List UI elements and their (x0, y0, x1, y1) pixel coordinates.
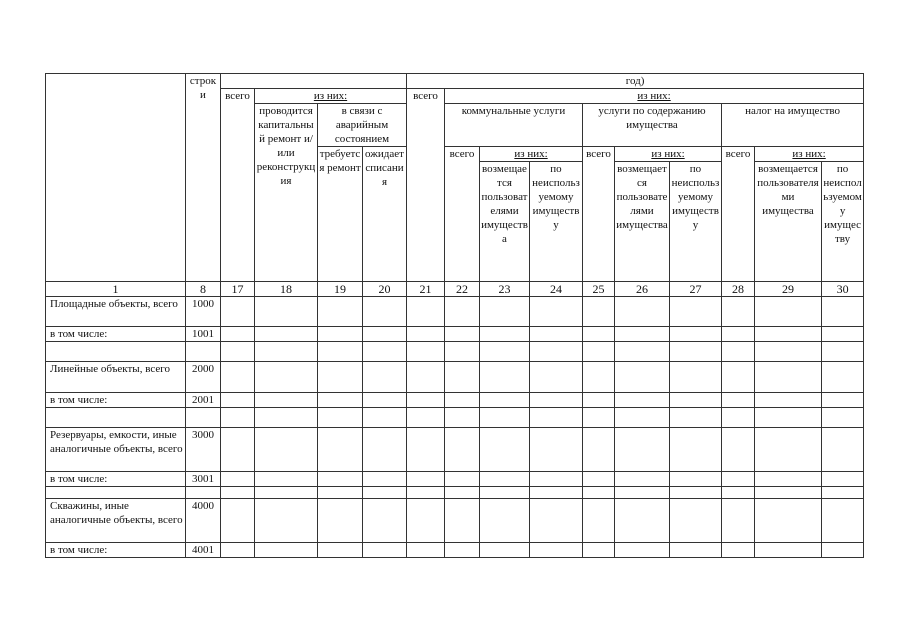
value-cell[interactable] (615, 342, 670, 362)
value-cell[interactable] (445, 408, 480, 428)
table-body (46, 297, 864, 558)
row-label: Площадные объекты, всего (46, 297, 186, 327)
value-cell[interactable] (755, 342, 822, 362)
value-cell[interactable] (407, 342, 445, 362)
value-cell[interactable] (407, 499, 445, 543)
value-cell[interactable] (363, 428, 407, 472)
value-cell[interactable] (670, 472, 722, 487)
maintenance-of-them-header: из них: (615, 147, 722, 162)
column-number: 29 (755, 282, 822, 297)
value-cell[interactable] (318, 342, 363, 362)
value-cell[interactable] (318, 472, 363, 487)
value-cell[interactable] (221, 362, 255, 393)
value-cell[interactable] (480, 543, 530, 558)
row-code: 2000 (186, 362, 221, 393)
value-cell[interactable] (363, 472, 407, 487)
value-cell[interactable] (255, 297, 318, 327)
column-number: 21 (407, 282, 445, 297)
table-row (46, 499, 864, 543)
value-cell[interactable] (722, 543, 755, 558)
row-label: в том числе: (46, 543, 186, 558)
value-cell[interactable] (221, 408, 255, 428)
row-code (186, 487, 221, 499)
value-cell[interactable] (722, 472, 755, 487)
value-cell[interactable] (407, 393, 445, 408)
table-row (46, 428, 864, 472)
value-cell[interactable] (318, 408, 363, 428)
value-cell[interactable] (363, 408, 407, 428)
value-cell[interactable] (670, 487, 722, 499)
value-cell[interactable] (583, 408, 615, 428)
value-cell[interactable] (363, 362, 407, 393)
value-cell[interactable] (221, 428, 255, 472)
value-cell[interactable] (318, 393, 363, 408)
value-cell[interactable] (722, 342, 755, 362)
value-cell[interactable] (822, 472, 864, 487)
value-cell[interactable] (445, 543, 480, 558)
utilities-total-header: всего (445, 147, 480, 282)
value-cell[interactable] (445, 342, 480, 362)
value-cell[interactable] (530, 393, 583, 408)
row-code (186, 342, 221, 362)
row-label: Скважины, иные аналогичные объекты, всего (46, 499, 186, 543)
value-cell[interactable] (583, 428, 615, 472)
value-cell[interactable] (255, 472, 318, 487)
column-number: 24 (530, 282, 583, 297)
value-cell[interactable] (318, 428, 363, 472)
tax-of-them-header: из них: (755, 147, 864, 162)
value-cell[interactable] (822, 342, 864, 362)
table-row (46, 543, 864, 558)
value-cell[interactable] (755, 428, 822, 472)
value-cell[interactable] (583, 543, 615, 558)
value-cell[interactable] (615, 362, 670, 393)
value-cell[interactable] (255, 499, 318, 543)
row-label (46, 487, 186, 499)
value-cell[interactable] (530, 297, 583, 327)
row-label: в том числе: (46, 327, 186, 342)
row-label (46, 408, 186, 428)
value-cell[interactable] (755, 487, 822, 499)
value-cell[interactable] (755, 393, 822, 408)
value-cell[interactable] (255, 428, 318, 472)
value-cell[interactable] (480, 297, 530, 327)
value-cell[interactable] (755, 327, 822, 342)
value-cell[interactable] (363, 297, 407, 327)
value-cell[interactable] (755, 472, 822, 487)
value-cell[interactable] (530, 543, 583, 558)
value-cell[interactable] (445, 393, 480, 408)
column-number: 23 (480, 282, 530, 297)
value-cell[interactable] (363, 499, 407, 543)
value-cell[interactable] (615, 327, 670, 342)
column-number: 26 (615, 282, 670, 297)
value-cell[interactable] (722, 362, 755, 393)
utilities-of-them-header: из них: (480, 147, 583, 162)
row-label: в том числе: (46, 393, 186, 408)
value-cell[interactable] (480, 327, 530, 342)
value-cell[interactable] (822, 297, 864, 327)
value-cell[interactable] (363, 487, 407, 499)
column-number: 17 (221, 282, 255, 297)
row-code (186, 408, 221, 428)
value-cell[interactable] (722, 393, 755, 408)
total-b-header: всего (407, 89, 445, 282)
column-number: 27 (670, 282, 722, 297)
capital-repair-header: проводится капитальный ремонт и/или реконструкция (255, 104, 318, 282)
value-cell[interactable] (480, 393, 530, 408)
label-header-cell (46, 74, 186, 282)
property-tax-header: налог на имущество (722, 104, 864, 147)
value-cell[interactable] (445, 487, 480, 499)
value-cell[interactable] (583, 362, 615, 393)
value-cell[interactable] (407, 408, 445, 428)
value-cell[interactable] (530, 362, 583, 393)
value-cell[interactable] (407, 327, 445, 342)
value-cell[interactable] (221, 327, 255, 342)
value-cell[interactable] (255, 543, 318, 558)
value-cell[interactable] (670, 428, 722, 472)
total-a-header: всего (221, 89, 255, 282)
value-cell[interactable] (255, 327, 318, 342)
value-cell[interactable] (480, 499, 530, 543)
value-cell[interactable] (221, 543, 255, 558)
value-cell[interactable] (318, 499, 363, 543)
of-them-b-header: из них: (445, 89, 864, 104)
value-cell[interactable] (255, 487, 318, 499)
value-cell[interactable] (480, 342, 530, 362)
value-cell[interactable] (255, 362, 318, 393)
value-cell[interactable] (480, 428, 530, 472)
value-cell[interactable] (583, 342, 615, 362)
value-cell[interactable] (615, 472, 670, 487)
value-cell[interactable] (318, 487, 363, 499)
column-number: 1 (46, 282, 186, 297)
value-cell[interactable] (363, 543, 407, 558)
value-cell[interactable] (755, 408, 822, 428)
value-cell[interactable] (722, 428, 755, 472)
column-number: 25 (583, 282, 615, 297)
utilities-unused-header: по неиспользуемому имуществу (530, 162, 583, 282)
value-cell[interactable] (615, 487, 670, 499)
value-cell[interactable] (822, 408, 864, 428)
row-code: 1000 (186, 297, 221, 327)
value-cell[interactable] (530, 408, 583, 428)
table-row (46, 297, 864, 327)
value-cell[interactable] (670, 408, 722, 428)
value-cell[interactable] (755, 297, 822, 327)
maintenance-header: услуги по содержанию имущества (583, 104, 722, 147)
utilities-header: коммунальные услуги (445, 104, 583, 147)
value-cell[interactable] (407, 487, 445, 499)
value-cell[interactable] (615, 408, 670, 428)
value-cell[interactable] (407, 543, 445, 558)
value-cell[interactable] (318, 327, 363, 342)
value-cell[interactable] (822, 428, 864, 472)
value-cell[interactable] (407, 428, 445, 472)
value-cell[interactable] (255, 408, 318, 428)
report-table (45, 73, 864, 558)
value-cell[interactable] (445, 327, 480, 342)
value-cell[interactable] (822, 499, 864, 543)
value-cell[interactable] (221, 342, 255, 362)
value-cell[interactable] (255, 342, 318, 362)
value-cell[interactable] (583, 393, 615, 408)
value-cell[interactable] (255, 393, 318, 408)
value-cell[interactable] (615, 499, 670, 543)
row-label: в том числе: (46, 472, 186, 487)
maintenance-unused-header: по неиспользуемому имуществу (670, 162, 722, 282)
value-cell[interactable] (530, 472, 583, 487)
tax-reimbursed-header: возмещается пользователями имущества (755, 162, 822, 282)
table-row (46, 362, 864, 393)
column-number: 30 (822, 282, 864, 297)
row-code: 4001 (186, 543, 221, 558)
value-cell[interactable] (722, 408, 755, 428)
utilities-reimbursed-header: возмещается пользователями имущества (480, 162, 530, 282)
row-label: Резервуары, емкости, иные аналогичные объекты, всего (46, 428, 186, 472)
table-row (46, 408, 864, 428)
column-number: 8 (186, 282, 221, 297)
row-code: 1001 (186, 327, 221, 342)
value-cell[interactable] (755, 499, 822, 543)
value-cell[interactable] (755, 362, 822, 393)
column-number: 22 (445, 282, 480, 297)
value-cell[interactable] (615, 297, 670, 327)
value-cell[interactable] (670, 297, 722, 327)
value-cell[interactable] (445, 428, 480, 472)
value-cell[interactable] (363, 393, 407, 408)
value-cell[interactable] (615, 428, 670, 472)
value-cell[interactable] (822, 543, 864, 558)
value-cell[interactable] (615, 393, 670, 408)
row-code-header: строки (186, 74, 221, 282)
value-cell[interactable] (722, 297, 755, 327)
awaits-decommission-header: ожидает списания (363, 147, 407, 282)
value-cell[interactable] (530, 342, 583, 362)
value-cell[interactable] (318, 362, 363, 393)
of-them-a-header: из них: (255, 89, 407, 104)
value-cell[interactable] (480, 472, 530, 487)
value-cell[interactable] (722, 487, 755, 499)
report-form-sheet (45, 73, 863, 558)
value-cell[interactable] (363, 327, 407, 342)
value-cell[interactable] (445, 472, 480, 487)
row-label (46, 342, 186, 362)
value-cell[interactable] (480, 408, 530, 428)
tax-unused-header: по неиспользуемому имуществу (822, 162, 864, 282)
value-cell[interactable] (722, 327, 755, 342)
value-cell[interactable] (530, 487, 583, 499)
column-numbers-row (46, 282, 864, 297)
value-cell[interactable] (221, 297, 255, 327)
value-cell[interactable] (583, 472, 615, 487)
value-cell[interactable] (318, 543, 363, 558)
value-cell[interactable] (221, 472, 255, 487)
value-cell[interactable] (822, 327, 864, 342)
value-cell[interactable] (670, 362, 722, 393)
value-cell[interactable] (407, 472, 445, 487)
table-row (46, 393, 864, 408)
column-number: 18 (255, 282, 318, 297)
value-cell[interactable] (407, 362, 445, 393)
value-cell[interactable] (670, 393, 722, 408)
value-cell[interactable] (583, 297, 615, 327)
value-cell[interactable] (445, 362, 480, 393)
value-cell[interactable] (722, 499, 755, 543)
maintenance-total-header: всего (583, 147, 615, 282)
row-label: Линейные объекты, всего (46, 362, 186, 393)
value-cell[interactable] (670, 327, 722, 342)
value-cell[interactable] (363, 342, 407, 362)
column-number: 19 (318, 282, 363, 297)
value-cell[interactable] (221, 393, 255, 408)
value-cell[interactable] (583, 499, 615, 543)
table-row (46, 472, 864, 487)
row-code: 4000 (186, 499, 221, 543)
row-code: 3000 (186, 428, 221, 472)
row-code: 2001 (186, 393, 221, 408)
row-code: 3001 (186, 472, 221, 487)
value-cell[interactable] (583, 487, 615, 499)
group-a-header (221, 74, 407, 89)
value-cell[interactable] (670, 499, 722, 543)
needs-repair-header: требуется ремонт (318, 147, 363, 282)
value-cell[interactable] (822, 487, 864, 499)
column-number: 20 (363, 282, 407, 297)
value-cell[interactable] (530, 499, 583, 543)
value-cell[interactable] (670, 342, 722, 362)
column-number: 28 (722, 282, 755, 297)
value-cell[interactable] (445, 499, 480, 543)
year-header: год) (407, 74, 864, 89)
value-cell[interactable] (530, 327, 583, 342)
maintenance-reimbursed-header: возмещается пользователями имущества (615, 162, 670, 282)
value-cell[interactable] (822, 362, 864, 393)
value-cell[interactable] (480, 362, 530, 393)
value-cell[interactable] (407, 297, 445, 327)
value-cell[interactable] (480, 487, 530, 499)
value-cell[interactable] (221, 499, 255, 543)
value-cell[interactable] (583, 327, 615, 342)
value-cell[interactable] (670, 543, 722, 558)
table-row (46, 327, 864, 342)
value-cell[interactable] (822, 393, 864, 408)
emergency-header: в связи с аварийным состоянием (318, 104, 407, 147)
value-cell[interactable] (318, 297, 363, 327)
table-row (46, 342, 864, 362)
table-row (46, 487, 864, 499)
value-cell[interactable] (615, 543, 670, 558)
value-cell[interactable] (755, 543, 822, 558)
value-cell[interactable] (221, 487, 255, 499)
tax-total-header: всего (722, 147, 755, 282)
value-cell[interactable] (445, 297, 480, 327)
value-cell[interactable] (530, 428, 583, 472)
